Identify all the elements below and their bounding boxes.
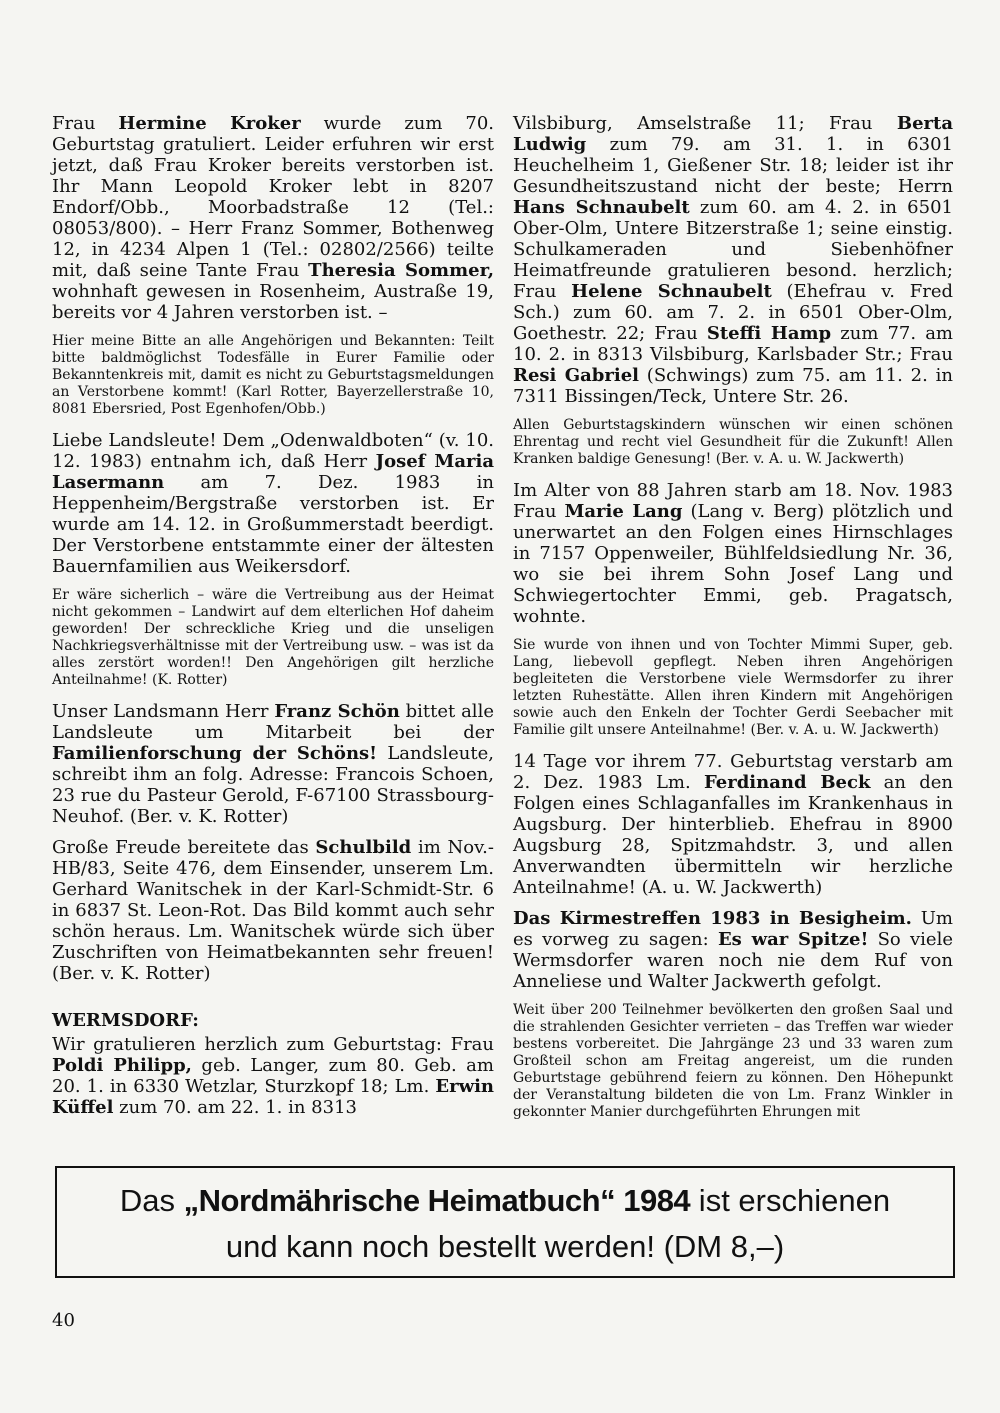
heimatbuch-announcement-box [55,1166,955,1278]
birthday-list-continued: Vilsbiburg, Amselstraße 11; Frau Berta Ludwig zum 79. am 31. 1. in 6301 Heuchelheim 1, Gießener Str. 18; leider ist ihr Gesundheitszustand nicht der beste; Herrn Hans Schnaubelt zum 60. am 4. 2. in 6501 Ober-Olm, Untere Bitzerstraße 1; seine einstig. Schulkameraden und Siebenhöfner Heimatfreunde gratulieren besond. herzlich; Frau Helene Schnaubelt (Ehefrau v. Fred Sch.) zum 60. am 7. 2. in 6501 Ober-Olm, Goethestr. 22; Frau Steffi Hamp zum 77. am 10. 2. in 8313 Vilsbiburg, Karlsbader Str.; Frau Resi Gabriel (Schwings) zum 75. am 11. 2. in 7311 Bissingen/Teck, Untere Str. 26. [513,113,954,407]
left-column [52,113,494,1128]
birthday-wishes: Allen Geburtstagskindern wünschen wir einen schönen Ehrentag und recht viel Gesundheit für die Zukunft! Allen Kranken baldige Genesung! (Ber. v. A. u. W. Jackwerth) [513,417,953,467]
lasermann-comment: Er wäre sicherlich – wäre die Vertreibung aus der Heimat nicht gekommen – Landwirt auf dem elterlichen Hof daheim geworden! Der schreckliche Krieg und die unseligen Nachkriegsverhältnisse mit der Vertreibung usw. – was ist da alles zerstört worden!! Den Angehörigen gilt herzliche Anteilnahme! (K. Rotter) [52,587,494,688]
kroker-notice: Frau Hermine Kroker wurde zum 70. Geburtstag gratuliert. Leider erfuhren wir erst jetzt, daß Frau Kroker bereits verstorben ist. Ihr Mann Leopold Kroker lebt in 8207 Endorf/Obb., Moorbadstraße 12 (Tel.: 08053/800). – Herr Franz Sommer, Bothenweg 12, in 4234 Alpen 1 (Tel.: 02802/2566) teilte mit, daß seine Tante Frau Theresia Sommer, wohnhaft gewesen in Rosenheim, Austraße 19, bereits vor 4 Jahren verstorben ist. – [52,113,495,323]
schoen-notice: Unser Landsmann Herr Franz Schön bittet alle Landsleute um Mitarbeit bei der Familienforschung der Schöns! Landsleute, schreibt ihm an folg. Adresse: Francois Schoen, 23 rue du Pasteur Gerold, F-67100 Strassbourg-Neuhof. (Ber. v. K. Rotter) [52,701,494,827]
page-number: 40 [52,1310,75,1331]
birthday-list: Wir gratulieren herzlich zum Geburtstag: Frau Poldi Philipp, geb. Langer, zum 80. Geb. am 20. 1. in 6330 Wetzlar, Sturzkopf 18; Lm. Erwin Küffel zum 70. am 22. 1. in 8313 [52,1034,494,1118]
lasermann-notice: Liebe Landsleute! Dem „Odenwaldboten“ (v. 10. 12. 1983) entnahm ich, daß Herr Josef Maria Lasermann am 7. Dez. 1983 in Heppenheim/Bergstraße verstorben ist. Er wurde am 14. 12. in Großummerstadt beerdigt. Der Verstorbene entstammte einer der ältesten Bauernfamilien aus Weikersdorf. [52,430,494,577]
lang-obituary-detail: Sie wurde von ihnen und von Tochter Mimmi Super, geb. Lang, liebevoll gepflegt. Neben ihren Angehörigen begleiteten die Verstorbene viele Wermsdorfer zu ihrer letzten Ruhestätte. Allen ihren Kindern mit Angehörigen sowie auch den Enkeln der Tochter Gerdi Seebacher mit Familie gilt unsere Anteilnahme! (Ber. v. A. u. W. Jackwerth) [513,637,953,738]
beck-obituary: 14 Tage vor ihrem 77. Geburtstag verstarb am 2. Dez. 1983 Lm. Ferdinand Beck an den Folgen eines Schlaganfalles im Krankenhaus in Augsburg. Der hinterblieb. Ehefrau in 8900 Augsburg 28, Spitzmahdstr. 3, und allen Anverwandten übermitteln wir herzliche Anteilnahme! (A. u. W. Jackwerth) [513,751,953,898]
announcement-line-2: und kann noch bestellt werden! (DM 8,–) [225,1229,785,1264]
request-paragraph: Hier meine Bitte an alle Angehörigen und Bekannten: Teilt bitte baldmöglichst Todesfälle in Eurer Familie oder Bekanntenkreis mit, damit es nicht zu Geburtstagsmeldungen an Verstorbene kommt! (Karl Rotter, Bayerzellerstraße 10, 8081 Ebersried, Post Egenhofen/Obb.) [52,333,494,417]
section-heading-wermsdorf: WERMSDORF: [52,1010,199,1031]
lang-obituary: Im Alter von 88 Jahren starb am 18. Nov. 1983 Frau Marie Lang (Lang v. Berg) plötzlich und unerwartet an den Folgen eines Hirnschlages in 7157 Oppenweiler, Bühlfeldsiedlung Nr. 36, wo sie bei ihrem Sohn Josef Lang und Schwiegertochter Emmi, geb. Pragatsch, wohnte. [513,480,953,627]
kirmestreffen-report: Das Kirmestreffen 1983 in Besigheim. Um es vorweg zu sagen: Es war Spitze! So viele Wermsdorfer waren noch nie dem Ruf von Anneliese und Walter Jackwerth gefolgt. [513,908,953,992]
announcement-line-1: Das „Nordmährische Heimatbuch“ 1984 ist erschienen [119,1183,891,1218]
kirmestreffen-detail: Weit über 200 Teilnehmer bevölkerten den großen Saal und die strahlenden Gesichter verrieten – das Treffen war wieder bestens vorbereitet. Die Jahrgänge 23 und 33 waren zum Großteil schon am Freitag angereist, um die runden Geburtstage gebührend feiern zu können. Den Höhepunkt der Veranstaltung bildeten die von Lm. Franz Winkler in gekonnter Manier durchgeführten Ehrungen mit [513,1002,953,1120]
schulbild-notice: Große Freude bereitete das Schulbild im Nov.-HB/83, Seite 476, dem Einsender, unserem Lm. Gerhard Wanitschek in der Karl-Schmidt-Str. 6 in 6837 St. Leon-Rot. Das Bild kommt auch sehr schön heraus. Lm. Wanitschek würde sich über Zuschriften von Heimatbekannten sehr freuen! (Ber. v. K. Rotter) [52,837,494,984]
right-column [513,113,953,1133]
